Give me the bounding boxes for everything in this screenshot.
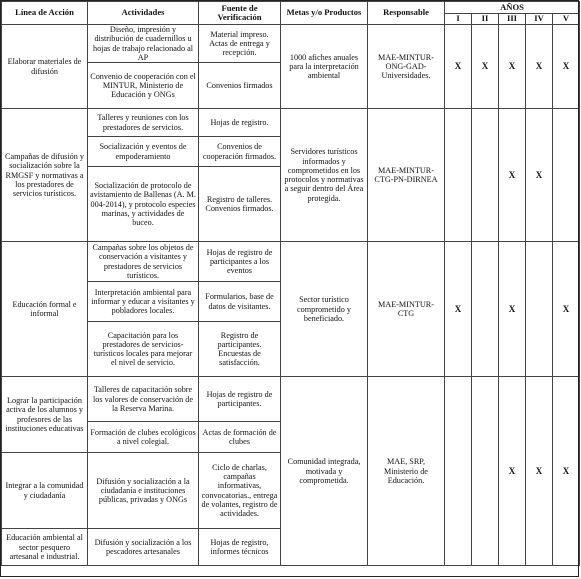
year-mark: X (499, 377, 526, 566)
fuente-cell: Hojas de registro. (199, 109, 281, 137)
header-anos: AÑOS (445, 2, 580, 14)
linea-educacion-pesquero: Educación ambiental al sector pesquero artesanal e industrial. (2, 529, 88, 566)
actividad-cell: Campañas sobre los objetos de conservación a visitantes y prestadores de servicios turísticos. (88, 242, 199, 282)
year-mark: X (445, 25, 472, 109)
header-year-v: V (553, 14, 580, 25)
actividad-cell: Diseño, impresión y distribución de cuadernillos u hojas de trabajo relacionado al AP (88, 25, 199, 63)
metas-cell: Servidores turísticos informados y comprometidos en los protocolos y normativas a seguir dentro del Área protegida. (281, 109, 368, 242)
year-empty (472, 242, 499, 377)
responsable-cell: MAE, SRP, Ministerio de Educación. (368, 377, 445, 566)
action-plan-table (1, 1, 580, 566)
fuente-cell: Hojas de registro de participantes a los eventos (199, 242, 281, 282)
header-fuente-verificacion: Fuente de Verificación (199, 2, 281, 25)
year-mark: X (499, 109, 526, 242)
linea-participacion-alumnos: Lograr la participación activa de los alumnos y profesores de las instituciones educativas (2, 377, 88, 453)
year-empty (472, 377, 499, 566)
actividad-cell: Formación de clubes ecológicos a nivel colegial. (88, 422, 199, 453)
year-empty (445, 109, 472, 242)
actividad-cell: Capacitación para los prestadores de servicios-turísticos locales para mejorar el nivel de servicio. (88, 322, 199, 377)
fuente-cell: Actas de formación de clubes (199, 422, 281, 453)
fuente-cell: Registro de participantes. Encuestas de satisfacción. (199, 322, 281, 377)
actividad-cell: Difusión y socialización a la ciudadanía e instituciones públicas, privadas y ONGs (88, 453, 199, 529)
linea-educacion-formal: Educación formal e informal (2, 242, 88, 377)
year-mark: X (445, 242, 472, 377)
year-mark: X (526, 377, 553, 566)
year-empty (472, 109, 499, 242)
year-empty (445, 377, 472, 566)
header-year-ii: II (472, 14, 499, 25)
responsable-cell: MAE-MINTUR-ONG-GAD-Universidades. (368, 25, 445, 109)
fuente-cell: Material impreso. Actas de entrega y recepción. (199, 25, 281, 63)
year-mark: X (553, 377, 580, 566)
fuente-cell: Convenios de cooperación firmados. (199, 137, 281, 167)
year-mark: X (526, 109, 553, 242)
responsable-cell: MAE-MINTUR-CTG (368, 242, 445, 377)
header-actividades: Actividades (88, 2, 199, 25)
metas-cell: Sector turístico comprometido y beneficiado. (281, 242, 368, 377)
year-mark: X (553, 25, 580, 109)
responsable-cell: MAE-MINTUR-CTG-PN-DIRNEA (368, 109, 445, 242)
actividad-cell: Difusión y socialización a los pescadores artesanales (88, 529, 199, 566)
fuente-cell: Registro de talleres. Convenios firmados. (199, 167, 281, 242)
header-year-iv: IV (526, 14, 553, 25)
fuente-cell: Convenios firmados (199, 63, 281, 109)
actividad-cell: Interpretación ambiental para informar y educar a visitantes y pobladores locales. (88, 282, 199, 322)
header-year-iii: III (499, 14, 526, 25)
actividad-cell: Talleres y reuniones con los prestadores de servicios. (88, 109, 199, 137)
actividad-cell: Convenio de cooperación con el MINTUR, Ministerio de Educación y ONGs (88, 63, 199, 109)
linea-elaborar-materiales: Elaborar materiales de difusión (2, 25, 88, 109)
year-mark: X (472, 25, 499, 109)
year-mark: X (499, 25, 526, 109)
metas-cell: 1000 afiches anuales para la interpretación ambiental (281, 25, 368, 109)
header-responsable: Responsable (368, 2, 445, 25)
fuente-cell: Hojas de registro, informes técnicos (199, 529, 281, 566)
fuente-cell: Hojas de registro de participantes. (199, 377, 281, 422)
year-mark: X (499, 242, 526, 377)
year-empty (526, 242, 553, 377)
fuente-cell: Formularios, base de datos de visitantes. (199, 282, 281, 322)
header-metas-productos: Metas y/o Productos (281, 2, 368, 25)
year-mark: X (526, 25, 553, 109)
header-linea-de-accion: Línea de Acción (2, 2, 88, 25)
actividad-cell: Socialización de protocolo de avistamiento de Ballenas (A. M. 004-2014), y protocolo especies marinas, y actividades de buceo. (88, 167, 199, 242)
linea-campanas-difusion: Campañas de difusión y socialización sobre la RMGSF y normativas a los prestadores de servicios turísticos. (2, 109, 88, 242)
actividad-cell: Socialización y eventos de empoderamiento (88, 137, 199, 167)
year-mark: X (553, 242, 580, 377)
fuente-cell: Ciclo de charlas, campañas informativas, convocatorias., entrega de volantes, registro de actividades. (199, 453, 281, 529)
metas-cell: Comunidad integrada, motivada y comprometida. (281, 377, 368, 566)
linea-integrar-comunidad: Integrar a la comunidad y ciudadanía (2, 453, 88, 529)
header-year-i: I (445, 14, 472, 25)
actividad-cell: Talleres de capacitación sobre los valores de conservación de la Reserva Marina. (88, 377, 199, 422)
year-empty (553, 109, 580, 242)
